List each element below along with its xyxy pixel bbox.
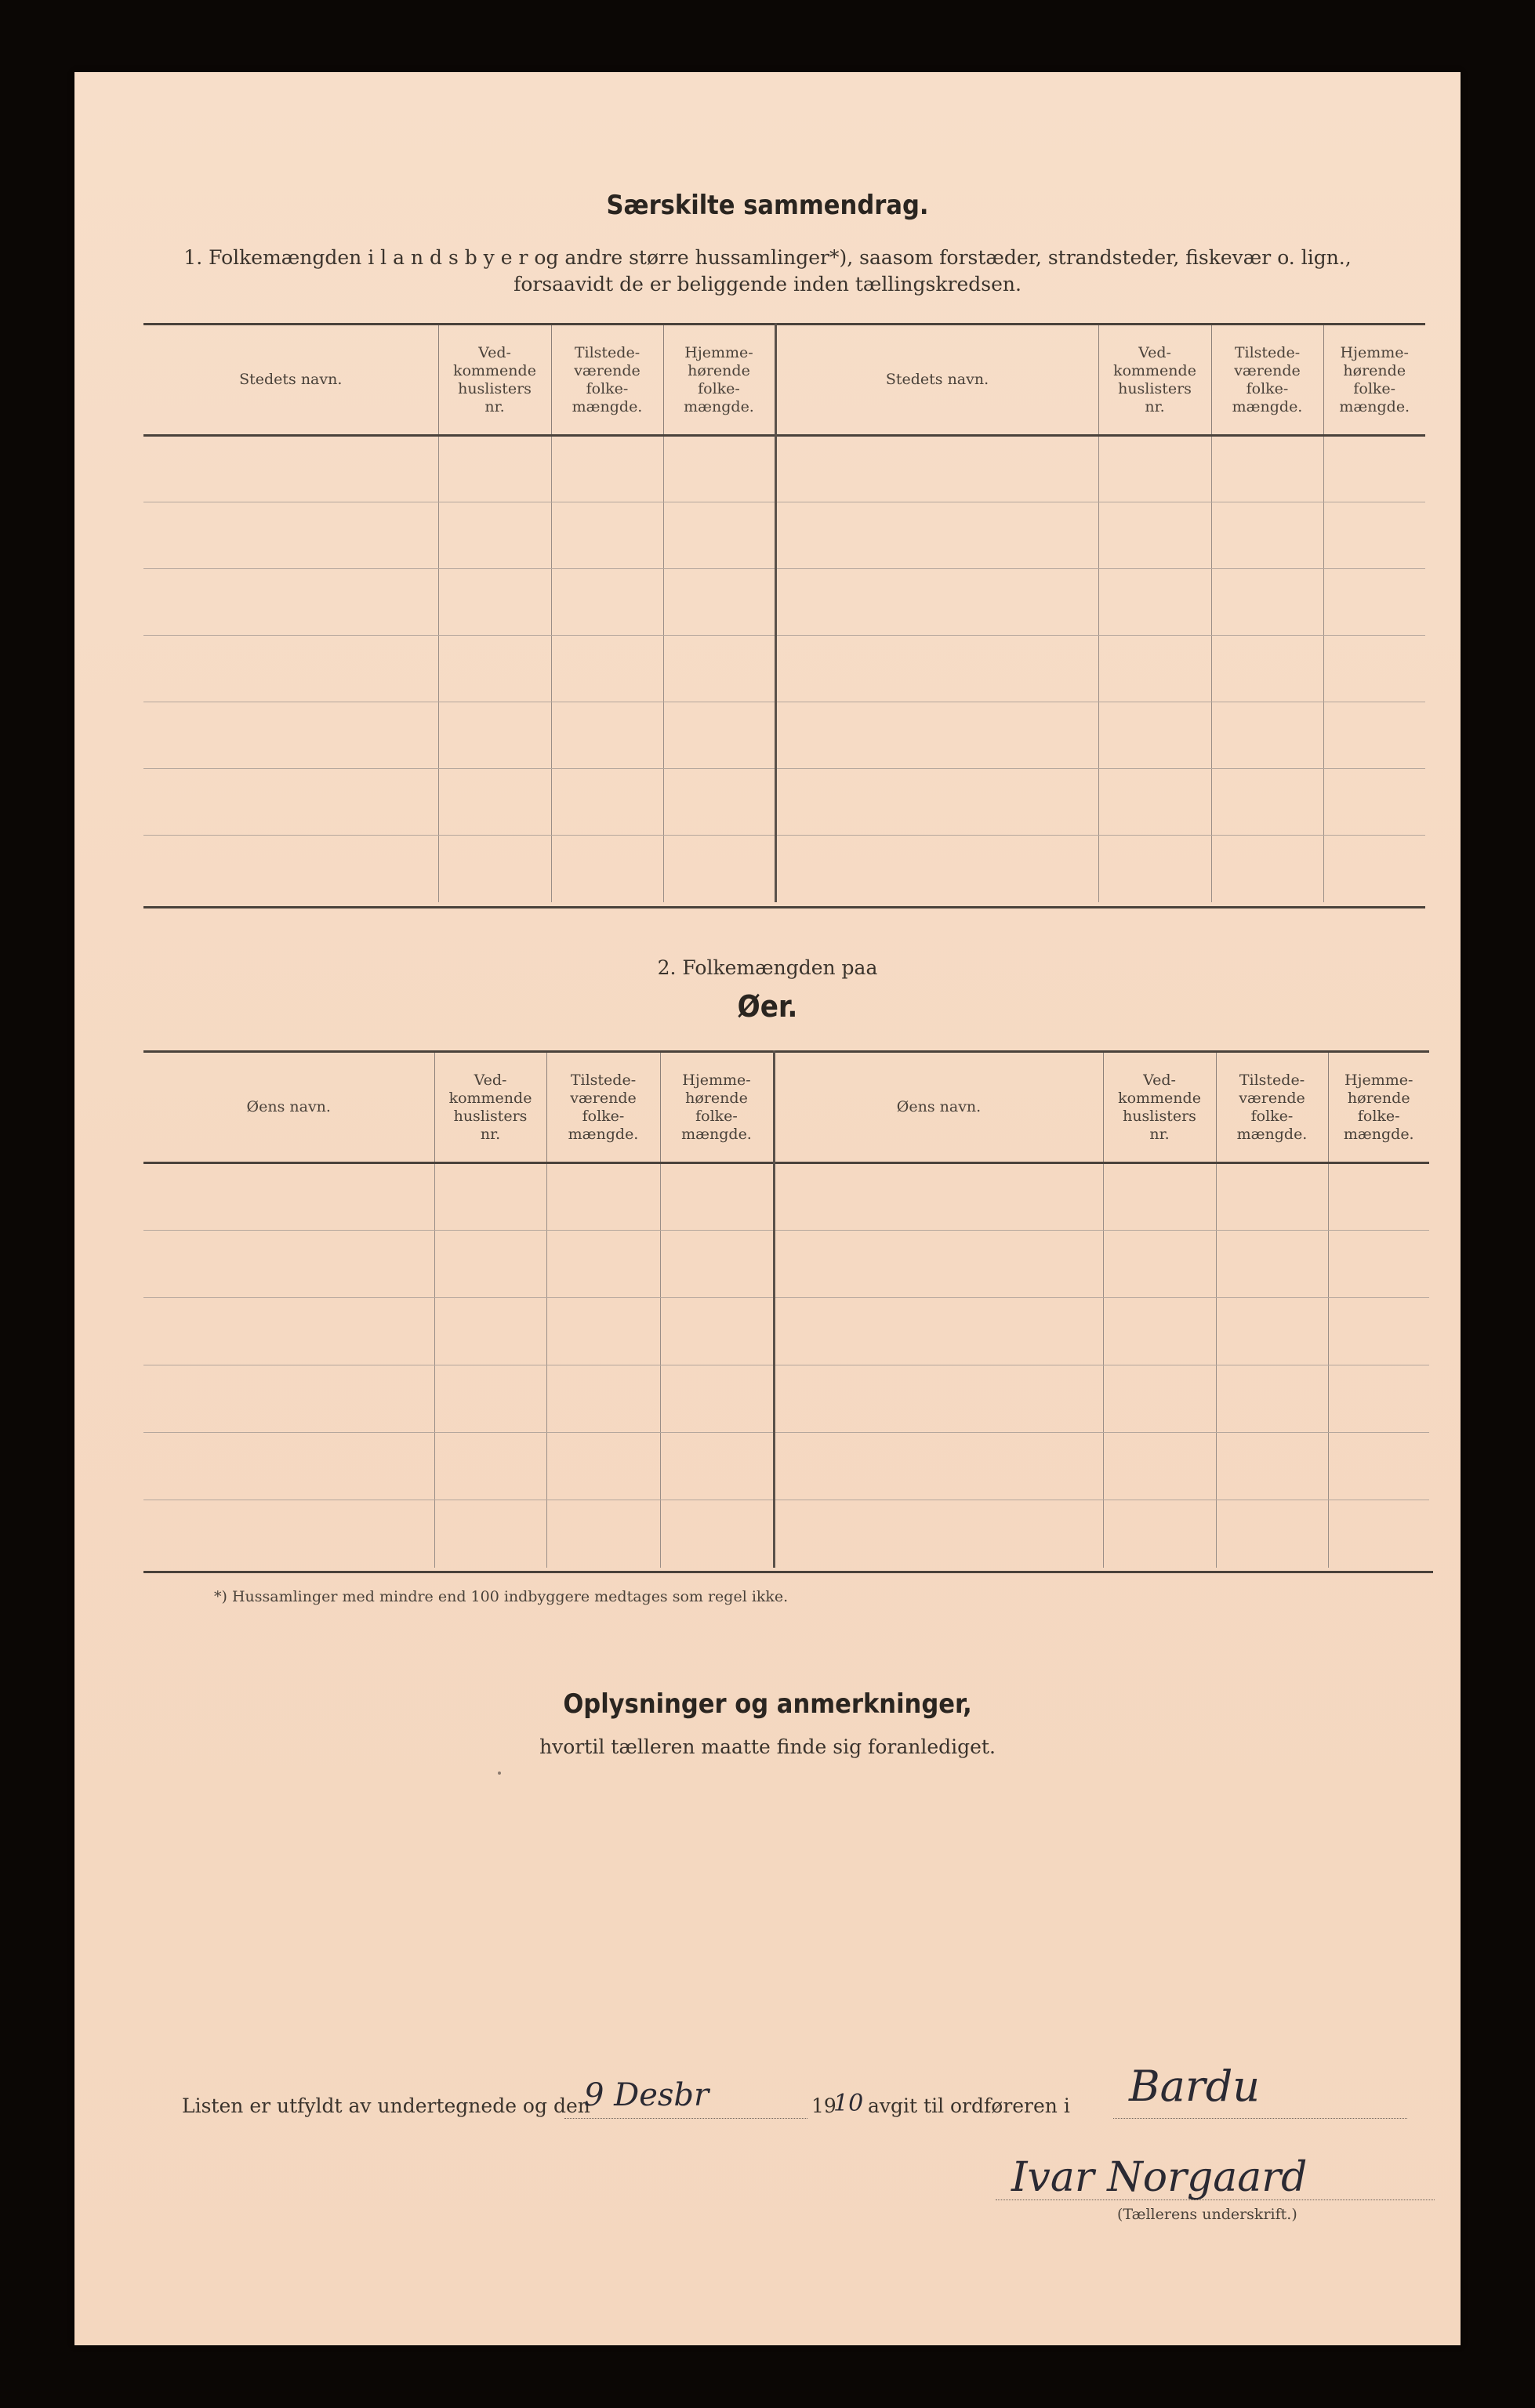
table-cell <box>434 1163 546 1231</box>
table-cell <box>1328 1500 1429 1568</box>
table-cell <box>1323 436 1425 502</box>
table-cell <box>660 1163 774 1231</box>
table-cell <box>434 1298 546 1365</box>
table-cell <box>1323 502 1425 569</box>
table-cell <box>546 1500 660 1568</box>
col-island-name-right: Øens navn. <box>774 1052 1103 1163</box>
remarks-subtitle: hvortil tælleren maatte finde sig foranlediget. <box>539 1735 996 1758</box>
table1-bottom-rule <box>143 906 1425 908</box>
col-present-population: Tilstede- værende folke- mængde. <box>551 325 663 436</box>
table-cell <box>1098 702 1211 769</box>
table-cell <box>663 636 775 702</box>
table-row <box>143 1365 1429 1433</box>
table-cell <box>663 436 775 502</box>
table-cell <box>774 1298 1103 1365</box>
islands-population-table <box>143 1050 1429 1568</box>
table-cell <box>775 836 1098 902</box>
col-household-list-nr: Ved- kommende huslisters nr. <box>438 325 551 436</box>
table-row <box>143 569 1425 636</box>
signature-caption: (Tællerens underskrift.) <box>1117 2206 1297 2223</box>
table-cell <box>546 1433 660 1500</box>
section1-description-line2: forsaavidt de er beliggende inden tællingskredsen. <box>513 273 1022 296</box>
table-cell <box>1216 1365 1328 1433</box>
col-resident-population: Hjemme- hørende folke- mængde. <box>660 1052 774 1163</box>
table-cell <box>1098 569 1211 636</box>
table-row <box>143 1163 1429 1231</box>
table-cell <box>143 1231 434 1298</box>
table-cell <box>774 1365 1103 1433</box>
section1-description-line1: 1. Folkemængden i l a n d s b y e r og andre større hussamlinger*), saasom forstæder, strandsteder, fiskevær o. lign., <box>183 246 1352 269</box>
table-cell <box>660 1500 774 1568</box>
table-row <box>143 702 1425 769</box>
col-household-list-nr: Ved- kommende huslisters nr. <box>434 1052 546 1163</box>
table-cell <box>1211 436 1323 502</box>
table-cell <box>1098 502 1211 569</box>
col-present-population: Tilstede- værende folke- mængde. <box>546 1052 660 1163</box>
table-row <box>143 1500 1429 1568</box>
table-cell <box>774 1231 1103 1298</box>
table-row <box>143 636 1425 702</box>
col-household-list-nr-right: Ved- kommende huslisters nr. <box>1103 1052 1216 1163</box>
table-row <box>143 1433 1429 1500</box>
table-cell <box>434 1433 546 1500</box>
table-row <box>143 769 1425 836</box>
table-cell <box>663 769 775 836</box>
table-cell <box>143 1433 434 1500</box>
table-cell <box>438 836 551 902</box>
table-cell <box>143 1163 434 1231</box>
table-cell <box>1211 569 1323 636</box>
table-cell <box>1103 1231 1216 1298</box>
handwritten-date: 9 Desbr <box>584 2077 709 2113</box>
table-cell <box>143 502 438 569</box>
table-cell <box>663 569 775 636</box>
table-cell <box>663 502 775 569</box>
table-cell <box>551 436 663 502</box>
table-cell <box>775 636 1098 702</box>
table-cell <box>1216 1298 1328 1365</box>
remarks-title: Oplysninger og anmerkninger, <box>563 1688 972 1720</box>
table-cell <box>551 702 663 769</box>
table-cell <box>1103 1163 1216 1231</box>
table-cell <box>438 502 551 569</box>
table-cell <box>775 569 1098 636</box>
table-cell <box>1323 636 1425 702</box>
table-cell <box>1323 569 1425 636</box>
table-cell <box>1098 769 1211 836</box>
table-cell <box>551 502 663 569</box>
table-cell <box>143 1500 434 1568</box>
col-household-list-nr-right: Ved- kommende huslisters nr. <box>1098 325 1211 436</box>
section2-description: 2. Folkemængden paa <box>657 956 878 979</box>
table-cell <box>143 436 438 502</box>
table-cell <box>1103 1365 1216 1433</box>
table-cell <box>551 569 663 636</box>
table-cell <box>438 436 551 502</box>
table-cell <box>551 836 663 902</box>
col-resident-population: Hjemme- hørende folke- mængde. <box>663 325 775 436</box>
table-cell <box>775 436 1098 502</box>
handwritten-year: 10 <box>833 2090 864 2117</box>
table-row <box>143 502 1425 569</box>
table-cell <box>546 1365 660 1433</box>
table-cell <box>434 1231 546 1298</box>
year-prefix: 19 <box>811 2094 836 2117</box>
col-place-name: Stedets navn. <box>143 325 438 436</box>
col-present-population-right: Tilstede- værende folke- mængde. <box>1216 1052 1328 1163</box>
table-cell <box>1211 702 1323 769</box>
table-cell <box>551 636 663 702</box>
table-cell <box>1216 1500 1328 1568</box>
table-cell <box>1328 1365 1429 1433</box>
table-cell <box>1328 1231 1429 1298</box>
table2-bottom-rule <box>143 1571 1433 1573</box>
col-place-name-right: Stedets navn. <box>775 325 1098 436</box>
table-cell <box>1328 1298 1429 1365</box>
table-cell <box>1323 769 1425 836</box>
table-cell <box>1098 636 1211 702</box>
paper-speck <box>498 1772 501 1775</box>
table-cell <box>143 836 438 902</box>
table-cell <box>1216 1163 1328 1231</box>
table-cell <box>1103 1433 1216 1500</box>
table-cell <box>660 1433 774 1500</box>
table-row <box>143 436 1425 502</box>
handwritten-place: Bardu <box>1129 2062 1261 2111</box>
completion-text-a: Listen er utfyldt av undertegnede og den <box>182 2094 590 2117</box>
table-cell <box>546 1163 660 1231</box>
col-resident-population-right: Hjemme- hørende folke- mængde. <box>1343 1071 1414 1143</box>
census-form-page <box>74 72 1461 2345</box>
table-cell <box>660 1365 774 1433</box>
table-cell <box>438 636 551 702</box>
table-cell <box>434 1365 546 1433</box>
table-cell <box>1103 1298 1216 1365</box>
table-cell <box>438 569 551 636</box>
table-cell <box>775 702 1098 769</box>
section2-subtitle: Øer. <box>737 989 798 1024</box>
table-cell <box>1098 836 1211 902</box>
table-cell <box>1211 502 1323 569</box>
footnote: *) Hussamlinger med mindre end 100 indbyggere medtages som regel ikke. <box>214 1588 789 1605</box>
table-cell <box>143 769 438 836</box>
table-row <box>143 1231 1429 1298</box>
table-cell <box>143 569 438 636</box>
table-cell <box>1323 836 1425 902</box>
table-cell <box>1328 1163 1429 1231</box>
table-cell <box>774 1433 1103 1500</box>
page-heading: Særskilte sammendrag. <box>606 190 929 221</box>
table-cell <box>775 502 1098 569</box>
table-cell <box>1103 1500 1216 1568</box>
table-cell <box>1098 436 1211 502</box>
table-cell <box>660 1298 774 1365</box>
table-cell <box>1211 769 1323 836</box>
table-cell <box>546 1298 660 1365</box>
col-present-population-right: Tilstede- værende folke- mængde. <box>1211 325 1323 436</box>
table-cell <box>774 1163 1103 1231</box>
table-cell <box>1328 1433 1429 1500</box>
table-row <box>143 1298 1429 1365</box>
table-cell <box>551 769 663 836</box>
table-cell <box>774 1500 1103 1568</box>
table-cell <box>1216 1231 1328 1298</box>
table-cell <box>438 702 551 769</box>
table-cell <box>143 702 438 769</box>
table-cell <box>775 769 1098 836</box>
table-cell <box>1216 1433 1328 1500</box>
table-cell <box>546 1231 660 1298</box>
table-cell <box>660 1231 774 1298</box>
table-cell <box>143 1298 434 1365</box>
col-resident-population-right: Hjemme- hørende folke- mængde. <box>1339 343 1410 415</box>
handwritten-signature: Ivar Norgaard <box>1011 2154 1308 2201</box>
table-cell <box>1323 702 1425 769</box>
villages-population-table <box>143 323 1425 902</box>
table-cell <box>143 636 438 702</box>
table-cell <box>663 702 775 769</box>
table-cell <box>1211 636 1323 702</box>
table-row <box>143 836 1425 902</box>
col-island-name: Øens navn. <box>143 1052 434 1163</box>
completion-text-b: avgit til ordføreren i <box>868 2094 1070 2117</box>
date-line <box>564 2118 807 2119</box>
table-cell <box>1211 836 1323 902</box>
table-cell <box>434 1500 546 1568</box>
table-cell <box>663 836 775 902</box>
place-line <box>1113 2118 1407 2119</box>
table-cell <box>438 769 551 836</box>
table-cell <box>143 1365 434 1433</box>
